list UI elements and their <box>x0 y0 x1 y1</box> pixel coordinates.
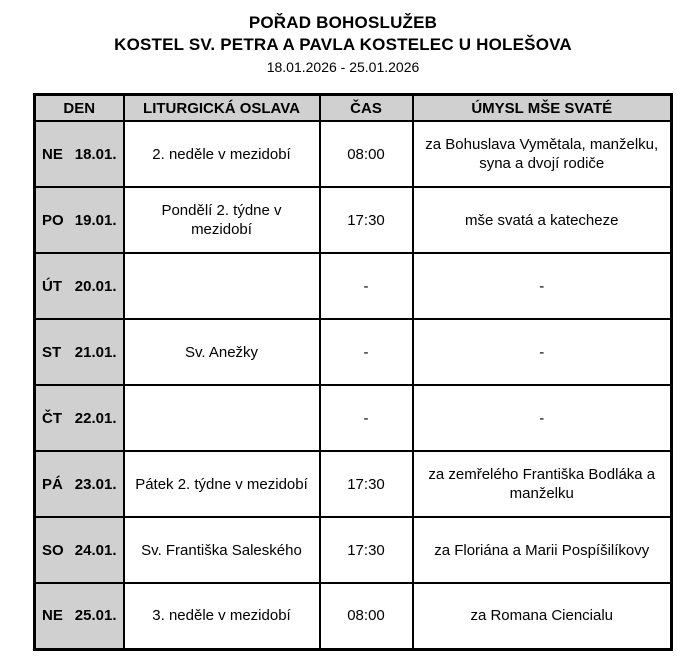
intention-cell: za Romana Ciencialu <box>413 583 672 649</box>
time-cell: 08:00 <box>320 583 413 649</box>
table-row <box>35 319 672 385</box>
day-date: 19.01. <box>74 211 117 229</box>
time-cell: 17:30 <box>320 187 413 253</box>
day-date: 21.01. <box>74 343 117 361</box>
day-abbreviation: ST <box>42 343 62 361</box>
table-row <box>35 385 672 451</box>
day-cell <box>35 253 124 319</box>
celebration-cell: Pátek 2. týdne v mezidobí <box>124 451 320 517</box>
day-abbreviation: NE <box>42 607 63 625</box>
celebration-cell: Sv. Františka Saleského <box>124 517 320 583</box>
celebration-cell: 2. neděle v mezidobí <box>124 121 320 187</box>
celebration-cell <box>124 253 320 319</box>
date-range: 18.01.2026 - 25.01.2026 <box>266 59 420 75</box>
table-row <box>35 517 672 583</box>
day-abbreviation: SO <box>42 541 64 559</box>
church-name: KOSTEL SV. PETRA A PAVLA KOSTELEC U HOLEŠOVA <box>114 35 572 54</box>
table-row <box>35 583 672 649</box>
day-date: 18.01. <box>74 145 117 163</box>
intention-cell: - <box>413 319 672 385</box>
table-row <box>35 451 672 517</box>
intention-cell: - <box>413 253 672 319</box>
table-row <box>35 187 672 253</box>
document-header <box>0 0 686 77</box>
intention-cell: za zemřelého Františka Bodláka a manželku <box>413 451 672 517</box>
intention-cell: za Bohuslava Vymětala, manželku, syna a dvojí rodiče <box>413 121 672 187</box>
day-date: 22.01. <box>74 409 117 427</box>
celebration-cell: Pondělí 2. týdne v mezidobí <box>124 187 320 253</box>
column-header-den: DEN <box>35 95 124 122</box>
celebration-cell <box>124 385 320 451</box>
day-date: 25.01. <box>74 607 117 625</box>
day-cell <box>35 385 124 451</box>
celebration-cell: Sv. Anežky <box>124 319 320 385</box>
day-abbreviation: PÁ <box>42 475 63 493</box>
table-header-row <box>35 95 672 122</box>
intention-cell: za Floriána a Marii Pospíšilíkovy <box>413 517 672 583</box>
day-date: 24.01. <box>74 541 117 559</box>
time-cell: - <box>320 319 413 385</box>
day-abbreviation: NE <box>42 145 63 163</box>
column-header-cas: ČAS <box>320 95 413 122</box>
table-row <box>35 253 672 319</box>
time-cell: 17:30 <box>320 451 413 517</box>
time-cell: - <box>320 253 413 319</box>
day-abbreviation: PO <box>42 211 64 229</box>
day-date: 20.01. <box>74 277 117 295</box>
schedule-table <box>33 93 673 651</box>
time-cell: 17:30 <box>320 517 413 583</box>
day-cell <box>35 583 124 649</box>
day-cell <box>35 517 124 583</box>
table-row <box>35 121 672 187</box>
time-cell: - <box>320 385 413 451</box>
day-cell <box>35 319 124 385</box>
intention-cell: mše svatá a katecheze <box>413 187 672 253</box>
day-cell <box>35 121 124 187</box>
column-header-liturgicka-oslava: LITURGICKÁ OSLAVA <box>124 95 320 122</box>
column-header-umysl-mse-svate: ÚMYSL MŠE SVATÉ <box>413 95 672 122</box>
day-date: 23.01. <box>74 475 117 493</box>
day-cell <box>35 451 124 517</box>
day-abbreviation: ČT <box>42 409 62 427</box>
intention-cell: - <box>413 385 672 451</box>
day-cell <box>35 187 124 253</box>
page-title: POŘAD BOHOSLUŽEB <box>248 13 438 32</box>
celebration-cell: 3. neděle v mezidobí <box>124 583 320 649</box>
day-abbreviation: ÚT <box>42 277 62 295</box>
time-cell: 08:00 <box>320 121 413 187</box>
